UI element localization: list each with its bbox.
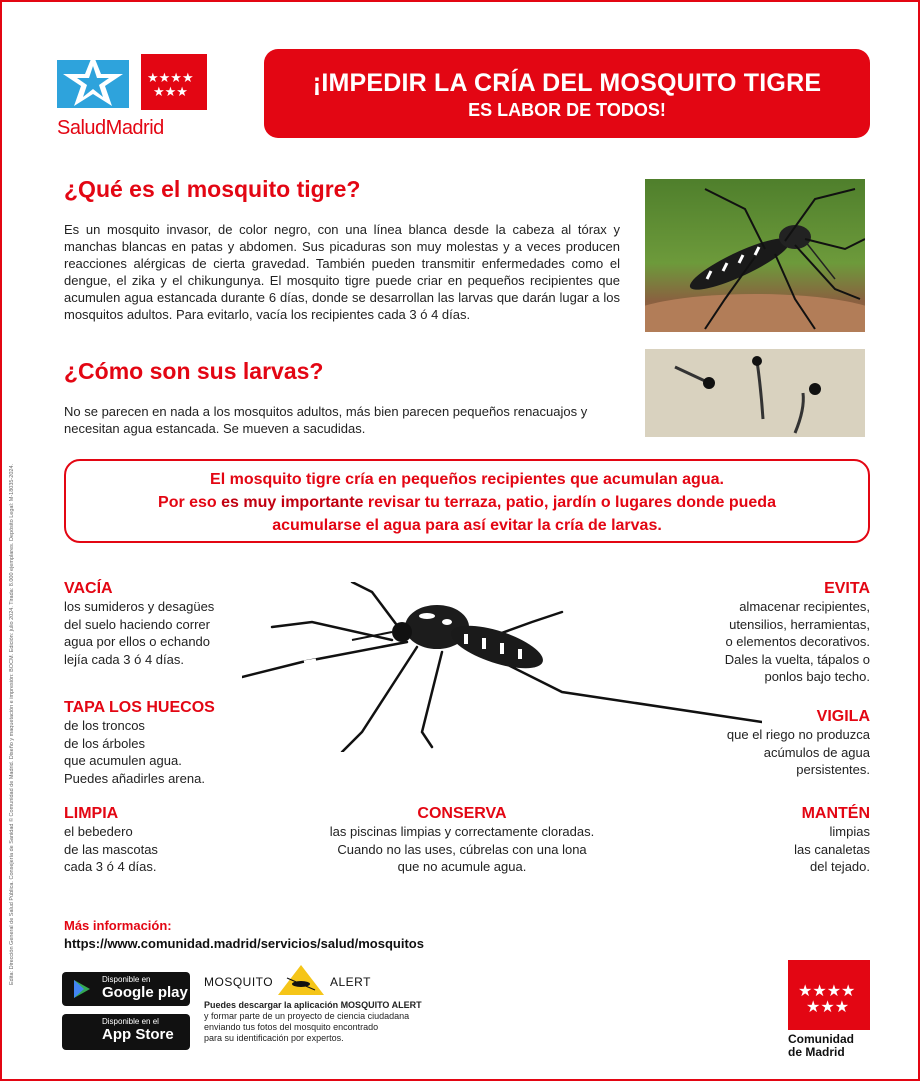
svg-text:★★★: ★★★ [806, 997, 850, 1016]
key-message-box [64, 459, 870, 543]
tip-line: las piscinas limpias y correctamente cloradas. [329, 824, 595, 839]
tip-evita-title: EVITA [824, 580, 870, 597]
tip-line: Puedes añadirles arena. [64, 770, 205, 786]
banner-title-line1: ¡IMPEDIR LA CRÍA DEL MOSQUITO TIGRE [312, 69, 822, 97]
app-desc-line3: enviando tus fotos del mosquito encontrado [204, 1022, 379, 1032]
larvae-image [645, 349, 865, 437]
tip-manten-body [670, 823, 870, 876]
tip-line: almacenar recipientes, [739, 599, 870, 614]
tip-line: acúmulos de agua [763, 744, 870, 760]
tip-line: o elementos decorativos. [725, 634, 870, 649]
tip-line: ponlos bajo techo. [764, 669, 870, 684]
tip-tapa-title: TAPA LOS HUECOS [64, 699, 215, 716]
tip-line: lejía cada 3 ó 4 días. [64, 651, 184, 667]
tip-manten-title: MANTÉN [801, 805, 870, 822]
legal-side-text: Edita: Dirección General de Salud Pública. Consejería de Sanidad © Comunidad de Madrid. Diseño y maquetación e impresión: BOCM. Edición: julio 2024. Tirada: 8.000 ejemplares. Depósito Legal: M-18035-2024. [9, 463, 15, 985]
tip-evita-body [670, 598, 870, 686]
svg-text:★★★: ★★★ [153, 85, 188, 100]
tip-line: que el riego no produzca [726, 727, 870, 742]
tip-line: utensilios, herramientas, [729, 616, 870, 632]
tip-line: de las mascotas [64, 841, 158, 857]
tip-conserva-body [292, 823, 632, 876]
larvae-photo [645, 349, 865, 437]
mosquito-adult-image [645, 179, 865, 332]
tip-conserva-title: CONSERVA [417, 805, 507, 822]
tip-limpia-body [64, 823, 264, 876]
tip-line: agua por ellos o echando [64, 634, 211, 649]
mosquito-alert-logo [204, 964, 454, 996]
tip-line: las canaletas [794, 841, 870, 857]
tip-line: del suelo haciendo correr [64, 616, 210, 632]
tip-line: persistentes. [796, 762, 870, 777]
google-play-big-text: Google play [102, 984, 188, 1001]
tip-line: cada 3 ó 4 días. [64, 859, 157, 874]
section1-heading: ¿Qué es el mosquito tigre? [64, 176, 361, 202]
svg-text:★★★★: ★★★★ [798, 981, 856, 1000]
app-desc-line4: para su identificación por expertos. [204, 1033, 344, 1043]
saludmadrid-emblem-icon [57, 52, 207, 114]
tip-evita [670, 580, 870, 686]
title-banner [264, 49, 870, 138]
callout-line2-pre: Por eso [158, 494, 222, 511]
google-play-button[interactable] [62, 972, 190, 1006]
google-play-small-text: Disponible en [102, 975, 151, 984]
tip-vigila [670, 708, 870, 779]
tip-line: el bebedero [64, 824, 133, 839]
tip-line: de los árboles [64, 735, 145, 751]
app-store-small-text: Disponible en el [102, 1017, 159, 1026]
tip-line: los sumideros y desagües [64, 599, 215, 614]
app-desc-line2: y formar parte de un proyecto de ciencia ciudadana [204, 1011, 410, 1021]
section2-heading: ¿Cómo son sus larvas? [64, 358, 324, 384]
tip-line: Cuando no las uses, cúbrelas con una lona [337, 841, 587, 857]
callout-line3: acumularse el agua para así evitar la cría de larvas. [272, 517, 662, 534]
callout-line2-post: revisar tu terraza, patio, jardín o lugares donde pueda [363, 494, 776, 511]
section2-body: No se parecen en nada a los mosquitos adultos, más bien parecen pequeños renacuajos y necesitan agua estancada. Se mueven a sacudidas. [64, 404, 588, 436]
comunidad-madrid-wordmark [788, 1033, 854, 1059]
tip-line: del tejado. [810, 859, 870, 874]
tip-vacia [64, 580, 264, 668]
callout-emphasis: es muy importante [221, 494, 364, 511]
tip-line: de los troncos [64, 718, 145, 733]
mosquito-alert-name-left: MOSQUITO [204, 975, 274, 989]
tip-line: que no acumule agua. [397, 859, 527, 874]
mosquito-alert-name-right: ALERT [330, 975, 371, 989]
tip-tapa-body [64, 717, 264, 787]
tip-line: limpias [829, 824, 870, 839]
section1-body: Es un mosquito invasor, de color negro, con una línea blanca desde la cabeza al tórax y manchas blancas en patas y abdomen. Sus picaduras son muy molestas y a veces producen reacciones alérgicas de cierta gravedad. También pueden transmitir enfermedades como el dengue, el zika y el chikungunya. El mosquito tigre puede criar en pequeños recipientes que acumulen agua estancada durante 6 días, donde se desarrollan las larvas que darán lugar a los mosquitos adultos. Para evitarlo, vacía los recipientes cada 3 ó 4 días. [64, 222, 620, 322]
tip-tapa [64, 699, 264, 787]
banner-title-line2: ES LABOR DE TODOS! [468, 100, 666, 120]
saludmadrid-wordmark: SaludMadrid [57, 117, 164, 139]
mosquito-photo [645, 179, 865, 332]
tip-limpia [64, 805, 264, 876]
tip-line: que acumulen agua. [64, 753, 182, 768]
tip-vacia-body [64, 598, 264, 668]
svg-text:★★★★: ★★★★ [147, 71, 194, 86]
org-line1: Comunidad [788, 1032, 854, 1046]
callout-line2 [66, 491, 868, 514]
tip-vigila-title: VIGILA [816, 708, 870, 725]
more-info-link[interactable]: https://www.comunidad.madrid/servicios/salud/mosquitos [64, 936, 424, 951]
app-store-button[interactable] [62, 1014, 190, 1050]
google-play-icon [72, 979, 92, 999]
org-line2: de Madrid [788, 1045, 845, 1059]
tip-vacia-title: VACÍA [64, 580, 113, 597]
tip-conserva [292, 805, 632, 876]
mosquito-alert-description [204, 1000, 494, 1044]
mosquito-alert-icon [277, 964, 325, 996]
more-info-label: Más información: [64, 918, 172, 933]
app-desc-line1: Puedes descargar la aplicación MOSQUITO ALERT [204, 1000, 422, 1010]
comunidad-madrid-emblem [788, 960, 870, 1030]
tip-limpia-title: LIMPIA [64, 805, 119, 822]
app-store-big-text: App Store [102, 1026, 174, 1043]
seven-stars-icon [788, 960, 870, 1030]
callout-line1: El mosquito tigre cría en pequeños recipientes que acumulan agua. [210, 471, 724, 488]
tip-manten [670, 805, 870, 876]
tip-line: Dales la vuelta, tápalos o [724, 651, 870, 667]
tip-vigila-body [670, 726, 870, 779]
